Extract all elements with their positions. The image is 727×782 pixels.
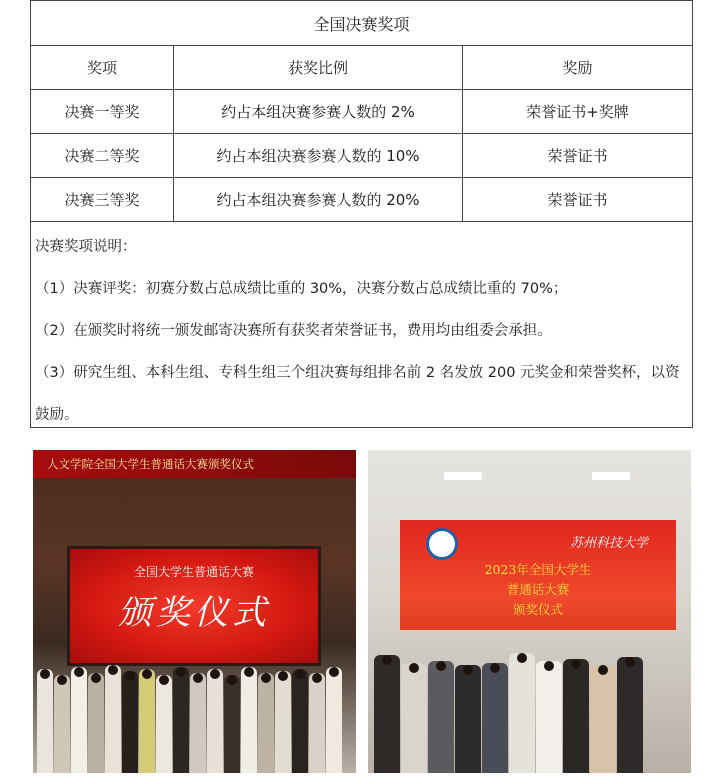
note-item: （2）在颁奖时将统一颁发邮寄决赛所有获奖者荣誉证书，费用均由组委会承担。 (35, 323, 552, 339)
screen-school: 苏州科技大学 (570, 536, 649, 551)
screen-line: 2023年全国大学生 (484, 562, 592, 577)
person (374, 655, 400, 773)
table-header-row (31, 46, 692, 90)
award-notes (31, 222, 692, 436)
note-item: （3）研究生组、本科生组、专科生组三个组决赛每组排名前 2 名发放 200 元奖金和荣誉奖杯，以资鼓励。 (35, 365, 680, 423)
person (509, 653, 535, 773)
note-item: （1）决赛评奖：初赛分数占总成绩比重的 30%，决赛分数占总成绩比重的 70%； (35, 281, 568, 297)
photo-banner: 人文学院全国大学生普通话大赛颁奖仪式 (33, 450, 356, 478)
person (455, 665, 481, 773)
person (590, 665, 616, 773)
award-reward: 荣誉证书 (547, 147, 608, 165)
person (275, 671, 291, 773)
person (326, 667, 342, 773)
group-of-students (374, 633, 644, 773)
person (122, 671, 138, 773)
group-of-students (37, 663, 343, 773)
ceiling-light (592, 472, 630, 480)
screen-title: 颁奖仪式 (118, 593, 270, 633)
screen-heading: 全国大学生普通话大赛 (133, 565, 254, 579)
person (617, 657, 643, 773)
person (292, 669, 308, 773)
person (309, 673, 325, 773)
table-title-row (31, 1, 692, 46)
table-row (31, 178, 692, 222)
award-name: 决赛二等奖 (31, 134, 174, 177)
award-reward: 荣誉证书 (547, 191, 608, 209)
person (156, 675, 172, 773)
person (190, 673, 206, 773)
person (241, 667, 257, 773)
person (428, 661, 454, 773)
award-name: 决赛一等奖 (31, 90, 174, 133)
ceremony-photo-left (33, 450, 356, 773)
award-name: 决赛三等奖 (31, 178, 174, 221)
header-award: 奖项 (31, 46, 174, 89)
person (563, 659, 589, 773)
award-ratio: 约占本组决赛参赛人数的 2% (174, 90, 463, 133)
person (482, 663, 508, 773)
university-logo-icon (426, 528, 458, 560)
person (37, 669, 53, 773)
stage-screen (67, 546, 321, 666)
person (88, 673, 104, 773)
award-ratio: 约占本组决赛参赛人数的 20% (174, 178, 463, 221)
person (139, 669, 155, 773)
person (258, 673, 274, 773)
header-ratio: 获奖比例 (174, 46, 463, 89)
person (71, 667, 87, 773)
screen-line: 普通话大赛 (506, 582, 570, 597)
person (173, 667, 189, 773)
award-table (30, 0, 693, 428)
ceremony-photo-right (368, 450, 691, 773)
award-reward: 荣誉证书+奖牌 (526, 103, 629, 121)
screen-line: 颁奖仪式 (512, 602, 563, 617)
person (224, 675, 240, 773)
person (105, 665, 121, 773)
table-row (31, 134, 692, 178)
award-ratio: 约占本组决赛参赛人数的 10% (174, 134, 463, 177)
table-row (31, 90, 692, 134)
person (536, 661, 562, 773)
person (54, 675, 70, 773)
header-reward: 奖励 (562, 59, 593, 77)
ceiling-light (444, 472, 482, 480)
notes-heading: 决赛奖项说明： (35, 239, 137, 255)
stage-screen (400, 520, 676, 630)
person (207, 669, 223, 773)
person (401, 663, 427, 773)
table-title: 全国决赛奖项 (313, 14, 410, 34)
